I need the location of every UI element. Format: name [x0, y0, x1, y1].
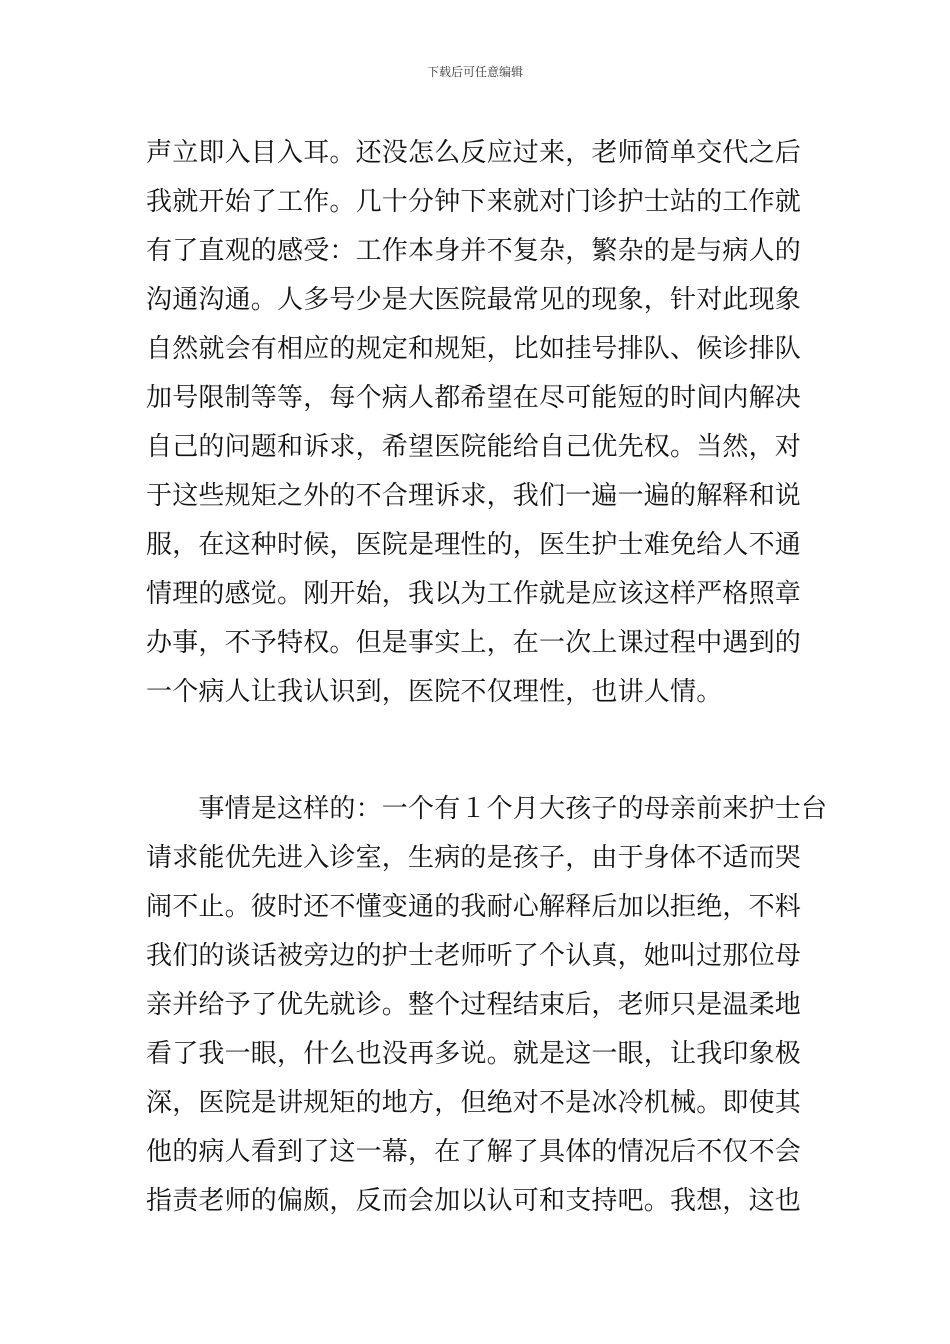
text-line: 有了直观的感受：工作本身并不复杂，繁杂的是与病人的 — [146, 236, 802, 266]
text-line: 事情是这样的：一个有１个月大孩子的母亲前来护士台 — [146, 794, 828, 824]
text-line: 我就开始了工作。几十分钟下来就对门诊护士站的工作就 — [146, 187, 802, 217]
page-header: 下载后可任意编辑 — [426, 65, 523, 79]
text-line: 看了我一眼，什么也没再多说。就是这一眼，让我印象极 — [146, 1039, 802, 1069]
paragraph-1 — [146, 129, 810, 717]
text-line: 声立即入目入耳。还没怎么反应过来，老师简单交代之后 — [146, 138, 802, 168]
text-line: 闹不止。彼时还不懂变通的我耐心解释后加以拒绝，不料 — [146, 892, 802, 922]
paragraph-2 — [146, 785, 828, 1226]
text-line: 于这些规矩之外的不合理诉求，我们一遍一遍的解释和说 — [146, 481, 802, 511]
text-line: 自然就会有相应的规定和规矩，比如挂号排队、候诊排队 — [146, 334, 802, 364]
text-line: 加号限制等等，每个病人都希望在尽可能短的时间内解决 — [146, 383, 802, 413]
paragraph-spacer — [146, 717, 810, 785]
text-line: 服，在这种时候，医院是理性的，医生护士难免给人不通 — [146, 530, 802, 560]
text-line: 一个病人让我认识到，医院不仅理性，也讲人情。 — [146, 677, 723, 707]
text-line: 亲并给予了优先就诊。整个过程结束后，老师只是温柔地 — [146, 990, 802, 1020]
text-line: 情理的感觉。刚开始，我以为工作就是应该这样严格照章 — [146, 579, 802, 609]
document-body — [146, 129, 828, 1226]
text-line: 我们的谈话被旁边的护士老师听了个认真，她叫过那位母 — [146, 941, 802, 971]
text-line: 他的病人看到了这一幕，在了解了具体的情况后不仅不会 — [146, 1137, 802, 1167]
text-line: 深，医院是讲规矩的地方，但绝对不是冰冷机械。即使其 — [146, 1088, 802, 1118]
text-line: 沟通沟通。人多号少是大医院最常见的现象，针对此现象 — [146, 285, 802, 315]
text-line: 自己的问题和诉求，希望医院能给自己优先权。当然，对 — [146, 432, 802, 462]
text-line: 指责老师的偏颇，反而会加以认可和支持吧。我想，这也 — [146, 1186, 802, 1216]
text-line: 办事，不予特权。但是事实上，在一次上课过程中遇到的 — [146, 628, 802, 658]
text-line: 请求能优先进入诊室，生病的是孩子，由于身体不适而哭 — [146, 843, 802, 873]
